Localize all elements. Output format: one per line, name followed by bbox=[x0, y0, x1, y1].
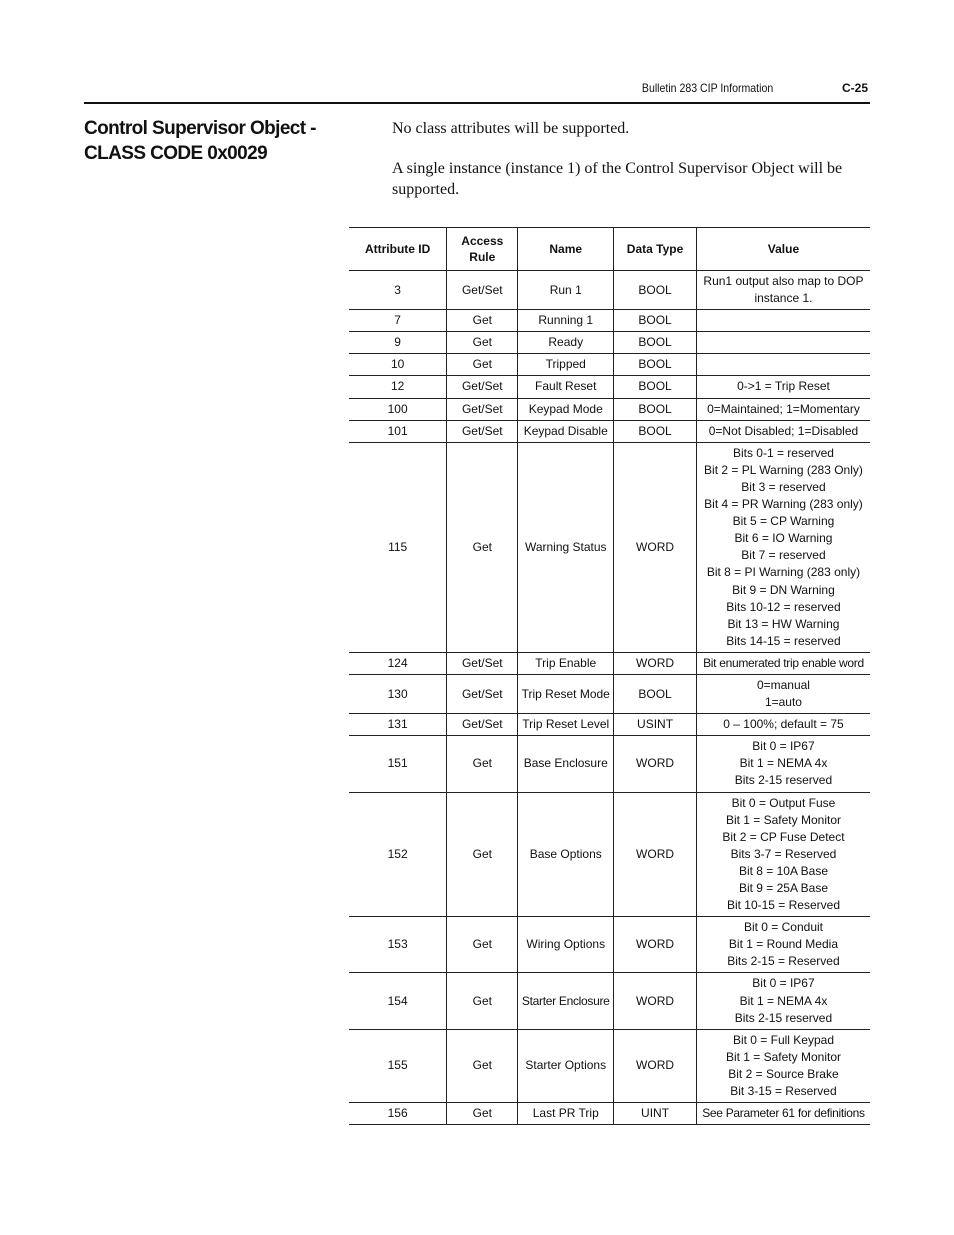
paragraph-class-attributes: No class attributes will be supported. bbox=[392, 120, 630, 137]
value-cell bbox=[696, 310, 870, 332]
attribute-id-cell: 101 bbox=[349, 420, 447, 442]
header-title: Bulletin 283 CIP Information bbox=[641, 81, 773, 95]
column-header-attribute-id: Attribute ID bbox=[349, 228, 447, 271]
value-cell: 0=Maintained; 1=Momentary bbox=[696, 398, 870, 420]
column-header-access-rule: Access Rule bbox=[447, 228, 518, 271]
access-rule-cell: Get bbox=[447, 442, 518, 652]
table-row bbox=[349, 1103, 870, 1125]
value-cell: Bit 0 = IP67 Bit 1 = NEMA 4x Bits 2-15 reserved bbox=[696, 973, 870, 1029]
attribute-id-cell: 100 bbox=[349, 398, 447, 420]
table-row bbox=[349, 271, 870, 310]
table-row bbox=[349, 420, 870, 442]
table-body bbox=[349, 271, 870, 1125]
access-rule-cell: Get bbox=[447, 917, 518, 973]
table-row bbox=[349, 652, 870, 674]
value-cell: Bit 0 = IP67 Bit 1 = NEMA 4x Bits 2-15 reserved bbox=[696, 736, 870, 792]
access-rule-cell: Get/Set bbox=[447, 398, 518, 420]
access-rule-cell: Get/Set bbox=[447, 420, 518, 442]
access-rule-cell: Get/Set bbox=[447, 674, 518, 713]
data-type-cell: WORD bbox=[614, 442, 697, 652]
name-cell: Trip Enable bbox=[518, 652, 614, 674]
access-rule-cell: Get bbox=[447, 792, 518, 917]
name-cell: Ready bbox=[518, 332, 614, 354]
access-rule-cell: Get/Set bbox=[447, 271, 518, 310]
access-rule-cell: Get bbox=[447, 1029, 518, 1102]
value-cell: See Parameter 61 for definitions bbox=[696, 1103, 870, 1125]
value-cell: 0->1 = Trip Reset bbox=[696, 376, 870, 398]
attribute-id-cell: 3 bbox=[349, 271, 447, 310]
name-cell: Trip Reset Mode bbox=[518, 674, 614, 713]
value-cell: Bit enumerated trip enable word bbox=[696, 652, 870, 674]
table-row bbox=[349, 917, 870, 973]
data-type-cell: BOOL bbox=[614, 310, 697, 332]
access-rule-cell: Get/Set bbox=[447, 652, 518, 674]
attribute-id-cell: 12 bbox=[349, 376, 447, 398]
access-rule-cell: Get/Set bbox=[447, 714, 518, 736]
name-cell: Base Options bbox=[518, 792, 614, 917]
name-cell: Base Enclosure bbox=[518, 736, 614, 792]
value-cell bbox=[696, 332, 870, 354]
access-rule-cell: Get bbox=[447, 973, 518, 1029]
value-cell: 0 – 100%; default = 75 bbox=[696, 714, 870, 736]
attribute-id-cell: 7 bbox=[349, 310, 447, 332]
data-type-cell: BOOL bbox=[614, 332, 697, 354]
name-cell: Fault Reset bbox=[518, 376, 614, 398]
name-cell: Keypad Mode bbox=[518, 398, 614, 420]
attribute-id-cell: 151 bbox=[349, 736, 447, 792]
data-type-cell: BOOL bbox=[614, 420, 697, 442]
attribute-id-cell: 130 bbox=[349, 674, 447, 713]
data-type-cell: WORD bbox=[614, 1029, 697, 1102]
name-cell: Starter Options bbox=[518, 1029, 614, 1102]
name-cell: Wiring Options bbox=[518, 917, 614, 973]
value-cell: Bit 0 = Conduit Bit 1 = Round Media Bits 2-15 = Reserved bbox=[696, 917, 870, 973]
data-type-cell: BOOL bbox=[614, 271, 697, 310]
data-type-cell: WORD bbox=[614, 792, 697, 917]
value-cell bbox=[696, 354, 870, 376]
attribute-id-cell: 9 bbox=[349, 332, 447, 354]
value-cell: Bits 0-1 = reserved Bit 2 = PL Warning (283 Only) Bit 3 = reserved Bit 4 = PR Warning (283 only) Bit 5 = CP Warning Bit 6 = IO Warning Bit 7 = reserved Bit 8 = PI Warning (283 only) Bit 9 = DN Warning Bits 10-12 = reserved Bit 13 = HW Warning Bits 14-15 = reserved bbox=[696, 442, 870, 652]
name-cell: Warning Status bbox=[518, 442, 614, 652]
name-cell: Run 1 bbox=[518, 271, 614, 310]
header-rule bbox=[84, 102, 870, 104]
running-header bbox=[600, 80, 870, 98]
access-rule-cell: Get bbox=[447, 332, 518, 354]
column-header-data-type: Data Type bbox=[614, 228, 697, 271]
data-type-cell: BOOL bbox=[614, 354, 697, 376]
name-cell: Running 1 bbox=[518, 310, 614, 332]
access-rule-cell: Get bbox=[447, 736, 518, 792]
data-type-cell: BOOL bbox=[614, 674, 697, 713]
table-row bbox=[349, 736, 870, 792]
access-rule-cell: Get bbox=[447, 354, 518, 376]
attribute-id-cell: 131 bbox=[349, 714, 447, 736]
data-type-cell: WORD bbox=[614, 736, 697, 792]
name-cell: Trip Reset Level bbox=[518, 714, 614, 736]
data-type-cell: UINT bbox=[614, 1103, 697, 1125]
name-cell: Starter Enclosure bbox=[518, 973, 614, 1029]
name-cell: Last PR Trip bbox=[518, 1103, 614, 1125]
attribute-id-cell: 153 bbox=[349, 917, 447, 973]
table-row bbox=[349, 442, 870, 652]
name-cell: Tripped bbox=[518, 354, 614, 376]
data-type-cell: WORD bbox=[614, 917, 697, 973]
attribute-id-cell: 124 bbox=[349, 652, 447, 674]
name-cell: Keypad Disable bbox=[518, 420, 614, 442]
access-rule-cell: Get/Set bbox=[447, 376, 518, 398]
value-cell: Bit 0 = Full Keypad Bit 1 = Safety Monitor Bit 2 = Source Brake Bit 3-15 = Reserved bbox=[696, 1029, 870, 1102]
table-header-row bbox=[349, 228, 870, 271]
column-header-value: Value bbox=[696, 228, 870, 271]
table-row bbox=[349, 354, 870, 376]
table-row bbox=[349, 332, 870, 354]
attribute-id-cell: 155 bbox=[349, 1029, 447, 1102]
attribute-id-cell: 115 bbox=[349, 442, 447, 652]
attribute-id-cell: 156 bbox=[349, 1103, 447, 1125]
data-type-cell: USINT bbox=[614, 714, 697, 736]
value-cell: Bit 0 = Output Fuse Bit 1 = Safety Monitor Bit 2 = CP Fuse Detect Bits 3-7 = Reserved Bit 8 = 10A Base Bit 9 = 25A Base Bit 10-15 = Reserved bbox=[696, 792, 870, 917]
value-cell: Run1 output also map to DOP instance 1. bbox=[696, 271, 870, 310]
attribute-id-cell: 154 bbox=[349, 973, 447, 1029]
table-row bbox=[349, 1029, 870, 1102]
attribute-id-cell: 152 bbox=[349, 792, 447, 917]
value-cell: 0=Not Disabled; 1=Disabled bbox=[696, 420, 870, 442]
access-rule-cell: Get bbox=[447, 1103, 518, 1125]
section-title: Control Supervisor Object -CLASS CODE 0x0029 bbox=[84, 118, 316, 164]
data-type-cell: BOOL bbox=[614, 376, 697, 398]
value-cell: 0=manual 1=auto bbox=[696, 674, 870, 713]
table-row bbox=[349, 973, 870, 1029]
access-rule-cell: Get bbox=[447, 310, 518, 332]
data-type-cell: WORD bbox=[614, 973, 697, 1029]
table-row bbox=[349, 376, 870, 398]
column-header-name: Name bbox=[518, 228, 614, 271]
attribute-id-cell: 10 bbox=[349, 354, 447, 376]
data-type-cell: WORD bbox=[614, 652, 697, 674]
attribute-table bbox=[349, 227, 870, 1125]
table-row bbox=[349, 398, 870, 420]
table-row bbox=[349, 714, 870, 736]
page-number: C-25 bbox=[841, 81, 868, 95]
data-type-cell: BOOL bbox=[614, 398, 697, 420]
table-row bbox=[349, 792, 870, 917]
table-row bbox=[349, 310, 870, 332]
paragraph-instance: A single instance (instance 1) of the Control Supervisor Object will be supported. bbox=[392, 160, 843, 198]
table-row bbox=[349, 674, 870, 713]
